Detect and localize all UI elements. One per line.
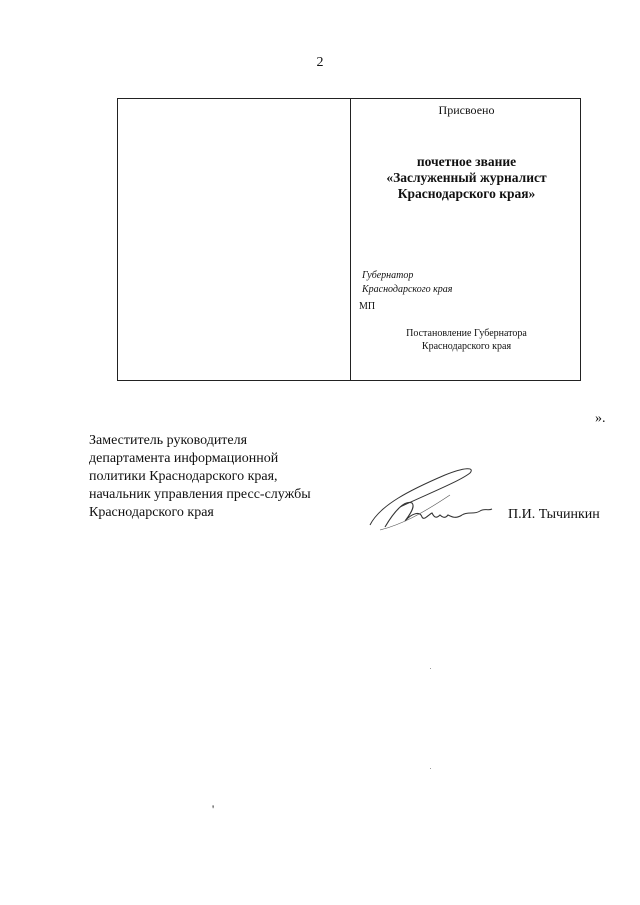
honorary-title-line: «Заслуженный журналист <box>386 170 547 185</box>
stamp-place-label: МП <box>359 301 376 312</box>
honorary-title <box>351 154 582 202</box>
assigned-label: Присвоено <box>438 103 495 117</box>
signer-position-line: департамента информационной <box>89 451 279 466</box>
decree-line: Постановление Губернатора <box>406 328 527 339</box>
handwritten-signature <box>350 455 500 535</box>
scan-dot <box>430 768 431 769</box>
page-number: 2 <box>316 55 324 70</box>
signer-name: П.И. Тычинкин <box>508 507 600 522</box>
governor-label <box>362 269 452 297</box>
governor-line: Губернатор <box>362 270 414 281</box>
decree-label <box>351 327 582 353</box>
decree-line: Краснодарского края <box>421 341 512 352</box>
certificate-form <box>117 98 581 381</box>
signer-position-line: Заместитель руководителя <box>89 433 248 448</box>
governor-line: Краснодарского края <box>362 284 453 295</box>
closing-quote: ». <box>595 411 606 426</box>
signer-position-line: политики Краснодарского края, <box>89 469 278 484</box>
form-right-panel <box>351 99 582 380</box>
honorary-title-line: Краснодарского края» <box>397 186 536 201</box>
signer-position-line: Краснодарского края <box>89 505 214 520</box>
scan-mark: ' <box>212 802 215 816</box>
signer-position <box>89 432 311 522</box>
scan-dot <box>430 668 431 669</box>
signer-position-line: начальник управления пресс-службы <box>89 487 311 502</box>
honorary-title-line: почетное звание <box>416 154 517 169</box>
